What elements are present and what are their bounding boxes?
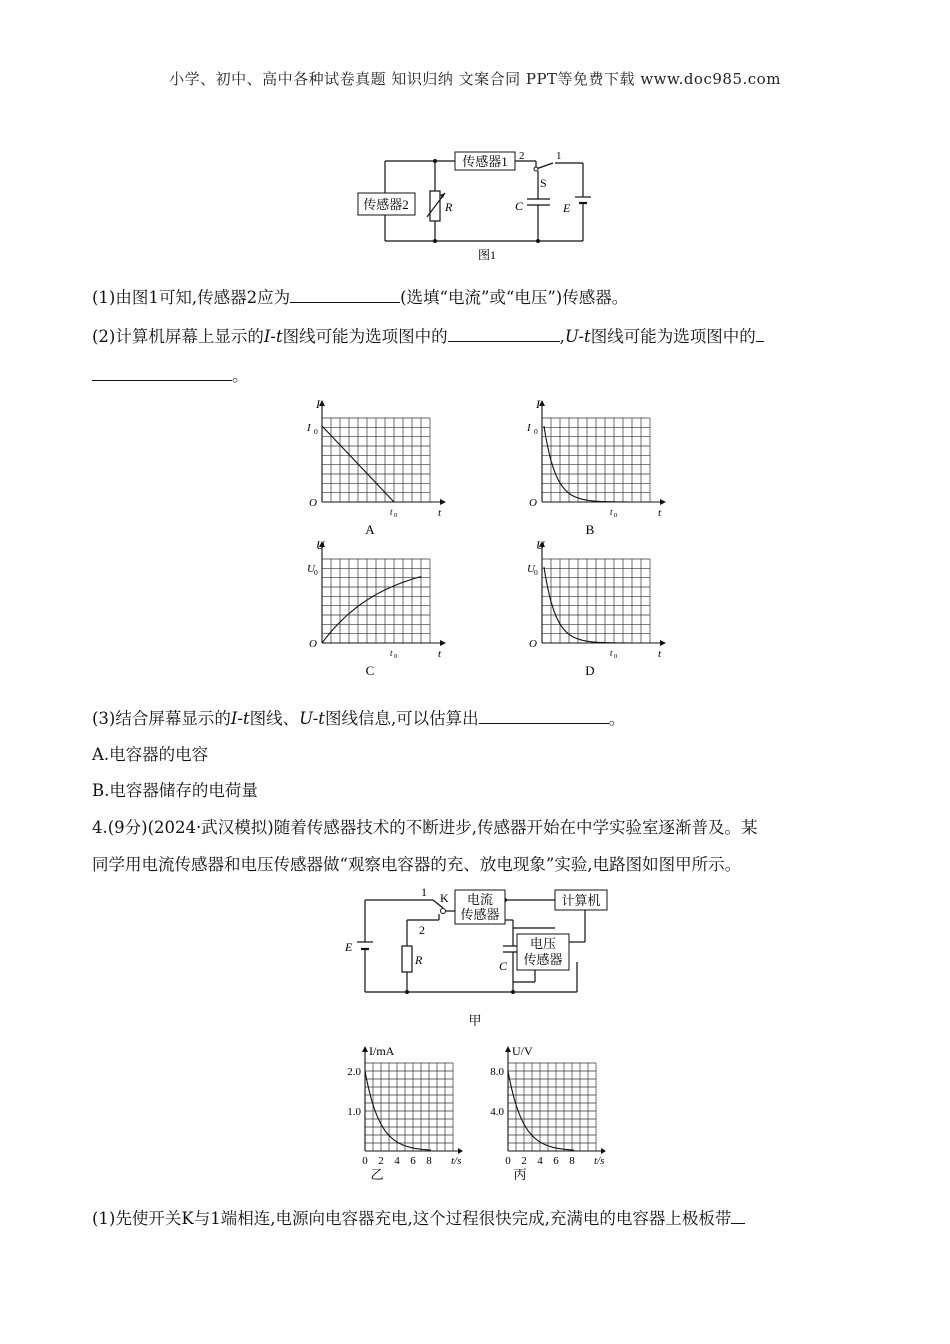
origin-label: O (309, 497, 317, 509)
answer-blank-q4-1[interactable] (731, 1207, 745, 1224)
y0-sub: 0 (534, 427, 538, 436)
x-axis-arrow (660, 499, 666, 505)
axis-y-label: I (536, 397, 540, 411)
circuit-pos1: 1 (421, 885, 427, 899)
t0-sub: 0 (614, 653, 618, 660)
battery-label: E (563, 201, 571, 215)
current-sensor-line2: 传感器 (460, 907, 500, 922)
answer-blank-q1[interactable] (290, 286, 400, 303)
x-axis-label: t/s (594, 1155, 605, 1167)
axis-unit-label: I/mA (369, 1044, 395, 1058)
y0-label: I (307, 422, 311, 434)
x-axis-label: t/s (451, 1155, 462, 1167)
t0-label: t (610, 648, 613, 658)
figure1-caption: 图1 (477, 248, 497, 262)
t0-sub: 0 (394, 512, 398, 519)
y0-sub: 0 (314, 427, 318, 436)
t0-label: t (390, 507, 393, 517)
t0-label: t (610, 507, 613, 517)
graph-caption: 乙 (370, 1167, 384, 1182)
answer-blank-q2-ut[interactable] (92, 364, 232, 381)
graph-caption: 丙 (513, 1167, 527, 1182)
option-b-text: B.电容器储存的电荷量 (92, 781, 258, 800)
x-tick-label: 4 (394, 1155, 400, 1167)
curve-exp-rise (322, 577, 421, 644)
option-letter: B (585, 522, 595, 536)
y-axis-arrow (505, 1046, 511, 1052)
axis-x-label: t (438, 507, 442, 519)
option-graph-a (300, 396, 460, 536)
y0-sub: 0 (534, 568, 538, 577)
option-letter: C (365, 663, 375, 677)
x-axis-arrow (601, 1148, 606, 1154)
circuit-pos2: 2 (419, 923, 425, 937)
origin-label: O (529, 497, 537, 509)
circuit-switch-label: K (440, 891, 449, 905)
x-axis-arrow (660, 640, 666, 646)
option-graph-b (520, 396, 680, 536)
y-tick-label: 2.0 (347, 1066, 361, 1078)
question-2: (2)计算机屏幕上显示的I-t图线可能为选项图中的 ,U-t图线可能为选项图中的 (92, 325, 764, 348)
x-tick-label: 6 (553, 1155, 559, 1167)
y-tick-label: 8.0 (490, 1066, 504, 1078)
y0-sub: 0 (314, 568, 318, 577)
option-letter: D (585, 663, 595, 677)
y0-label: I (527, 422, 531, 434)
t0-sub: 0 (394, 653, 398, 660)
figure-1-circuit (355, 145, 605, 270)
circuit-battery-label: E (345, 940, 353, 954)
axis-y-label: I (316, 397, 320, 411)
option-graph-d (520, 537, 680, 677)
question-4-line1: 4.(9分)(2024·武汉模拟)随着传感器技术的不断进步,传感器开始在中学实验室逐渐普及。某 (92, 818, 758, 837)
question-4-line2: 同学用电流传感器和电压传感器做“观察电容器的充、放电现象”实验,电路图如图甲所示。 (92, 855, 742, 874)
option-a-text: A.电容器的电容 (92, 745, 209, 764)
question-3: (3)结合屏幕显示的I-t图线、U-t图线信息,可以估算出 。 (92, 709, 626, 728)
axis-x-label: t (438, 648, 442, 660)
sensor2-label: 传感器2 (363, 197, 409, 212)
page-header: 小学、初中、高中各种试卷真题 知识归纳 文案合同 PPT等免费下载 www.doc985.com (169, 70, 781, 88)
circuit-jia (335, 882, 625, 1032)
sensor1-label: 传感器1 (462, 154, 508, 169)
answer-blank-q3[interactable] (479, 707, 609, 724)
x-axis-arrow (440, 640, 446, 646)
y-tick-label: 4.0 (490, 1106, 504, 1118)
t0-sub: 0 (614, 512, 618, 519)
axis-y-label: U (316, 538, 325, 552)
x-axis-arrow (440, 499, 446, 505)
question-1: (1)由图1可知,传感器2应为 (选填“电流”或“电压”)传感器。 (92, 288, 629, 307)
option-letter: A (365, 522, 375, 536)
axis-x-label: t (658, 507, 662, 519)
option-graph-c (300, 537, 460, 677)
origin-label: O (309, 638, 317, 650)
voltage-sensor-line2: 传感器 (523, 952, 563, 967)
circuit-resistor-label: R (415, 953, 423, 967)
answer-blank-q2-ut-start[interactable] (756, 325, 764, 342)
pos1-label: 1 (556, 150, 562, 162)
circuit-capacitor-label: C (499, 959, 508, 973)
question-2-cont: 。 (92, 364, 249, 387)
pos2-label: 2 (519, 150, 525, 162)
capacitor-label: C (515, 199, 524, 213)
computer-label: 计算机 (561, 893, 601, 908)
answer-blank-q2-it[interactable] (448, 325, 560, 342)
origin-label: O (529, 638, 537, 650)
x-tick-label: 2 (378, 1155, 384, 1167)
resistor-label: R (445, 200, 453, 214)
y-axis-arrow (362, 1046, 368, 1052)
x-tick-label: 8 (426, 1155, 432, 1167)
x-axis-arrow (458, 1148, 463, 1154)
circuit-jia-caption: 甲 (468, 1013, 482, 1028)
graph-bing (478, 1043, 618, 1185)
x-tick-label: 4 (537, 1155, 543, 1167)
question-4-sub1: (1)先使开关K与1端相连,电源向电容器充电,这个过程很快完成,充满电的电容器上极板带 (92, 1207, 745, 1230)
y0-label: U (527, 563, 535, 575)
axis-unit-label: U/V (512, 1044, 533, 1058)
x-tick-label: 6 (410, 1155, 416, 1167)
current-sensor-line1: 电流 (466, 892, 494, 907)
x-tick-label: 0 (505, 1155, 511, 1167)
voltage-sensor-line1: 电压 (529, 936, 557, 951)
graph-yi (335, 1043, 475, 1185)
axis-x-label: t (658, 648, 662, 660)
switch-label: S (540, 176, 547, 190)
y0-label: U (307, 563, 315, 575)
axis-y-label: U (536, 538, 545, 552)
x-tick-label: 2 (521, 1155, 527, 1167)
x-tick-label: 8 (569, 1155, 575, 1167)
y-tick-label: 1.0 (347, 1106, 361, 1118)
t0-label: t (390, 648, 393, 658)
x-tick-label: 0 (362, 1155, 368, 1167)
